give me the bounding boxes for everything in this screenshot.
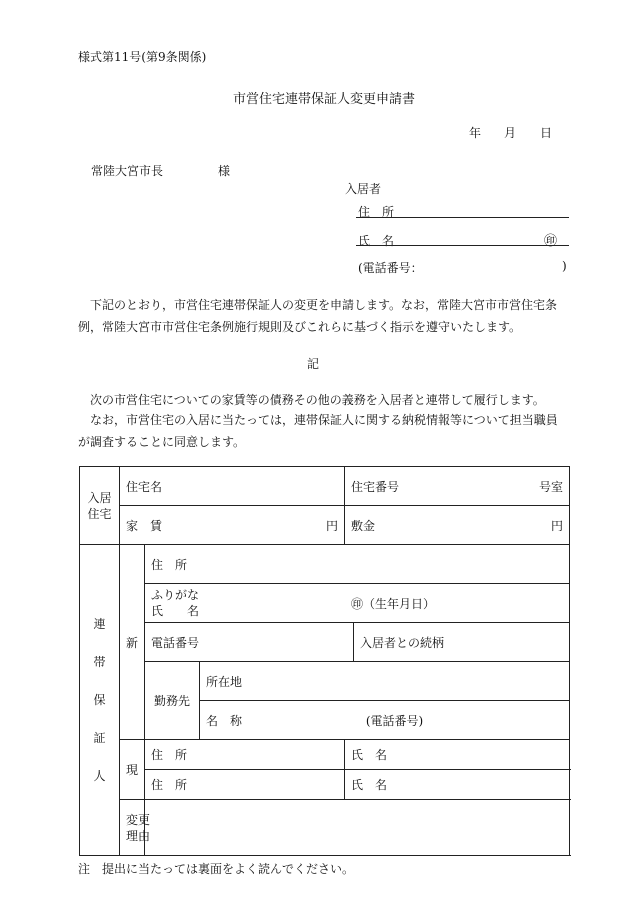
table-row <box>80 506 570 545</box>
current-address-cell-1[interactable]: 住 所 <box>145 740 345 770</box>
date-year[interactable]: 年 <box>469 126 482 140</box>
current-address-cell-2[interactable]: 住 所 <box>145 770 345 800</box>
current-name-cell-1[interactable]: 氏 名 <box>345 740 570 770</box>
housing-name-cell[interactable]: 住宅名 <box>120 467 345 506</box>
reason-cell[interactable] <box>145 800 570 856</box>
deposit-yen: 円 <box>551 518 564 533</box>
applicant-phone-label: (電話番号： <box>358 261 423 275</box>
form-title: 市営住宅連帯保証人変更申請書 <box>233 92 416 107</box>
applicant-address-label: 住 所 <box>358 205 395 219</box>
deposit-cell[interactable]: 敷金 円 <box>345 506 570 545</box>
guarantor-label: 連 帯 保 証 人 <box>80 545 120 856</box>
new-name-cell[interactable] <box>145 584 570 623</box>
addressee: 常陸大宮市長 <box>91 164 164 178</box>
room-suffix: 号室 <box>539 479 564 494</box>
current-guarantor-label: 現 <box>120 740 145 800</box>
housing-number-cell[interactable]: 住宅番号 号室 <box>345 467 570 506</box>
rent-yen: 円 <box>326 518 339 533</box>
table-row <box>80 740 570 770</box>
footer-note: 注 提出に当たっては裏面をよく読んでください。 <box>78 862 355 876</box>
table-row <box>80 584 570 623</box>
residence-label: 入居 住宅 <box>80 467 120 545</box>
workplace-location-cell[interactable]: 所在地 <box>200 662 570 701</box>
applicant-phone-close: ) <box>562 259 567 273</box>
table-row <box>80 770 570 800</box>
workplace-name-cell[interactable]: 名 称 (電話番号) <box>200 701 570 740</box>
new-guarantor-label: 新 <box>120 545 145 740</box>
table-row <box>80 545 570 584</box>
table-row <box>80 800 570 856</box>
date-month[interactable]: 月 <box>504 126 517 140</box>
application-table <box>79 466 570 856</box>
obligation-paragraph: 次の市営住宅についての家賃等の債務その他の義務を入居者と連帯して履行します。 <box>90 393 545 407</box>
work-phone-label: (電話番号) <box>365 713 424 728</box>
reason-label: 変更 理由 <box>120 800 145 856</box>
workplace-label: 勤務先 <box>145 662 200 740</box>
ki-heading: 記 <box>307 357 320 371</box>
table-row <box>80 623 570 662</box>
declaration-paragraph: 下記のとおり，市営住宅連帯保証人の変更を申請します。なお，常陸大宮市市営住宅条例，常陸大宮市市営住宅条例施行規則及びこれらに基づく指示を遵守いたします。 <box>78 298 558 334</box>
seal-birth-label: ㊞（生年月日） <box>351 597 436 611</box>
form-number: 様式第11号(第9条関係) <box>78 50 207 64</box>
table-row <box>80 467 570 506</box>
name-label: 氏 名 <box>151 604 200 618</box>
consent-paragraph: なお，市営住宅の入居に当たっては，連帯保証人に関する納税情報等について担当職員が調査することに同意します。 <box>78 413 558 449</box>
current-name-cell-2[interactable]: 氏 名 <box>345 770 570 800</box>
applicant-name-label: 氏 名 <box>358 234 395 248</box>
addressee-suffix: 様 <box>218 164 231 178</box>
rent-cell[interactable]: 家 賃 円 <box>120 506 345 545</box>
applicant-address-line[interactable] <box>356 217 569 218</box>
furigana-label: ふりがな <box>151 588 200 602</box>
applicant-label: 入居者 <box>345 182 382 196</box>
date-day[interactable]: 日 <box>540 126 553 140</box>
seal-mark: ㊞ <box>544 234 558 249</box>
new-address-cell[interactable]: 住 所 <box>145 545 570 584</box>
applicant-name-line[interactable] <box>356 245 569 246</box>
table-row <box>80 662 570 701</box>
relation-cell[interactable]: 入居者との続柄 <box>354 623 570 662</box>
new-phone-cell[interactable]: 電話番号 <box>145 623 354 662</box>
